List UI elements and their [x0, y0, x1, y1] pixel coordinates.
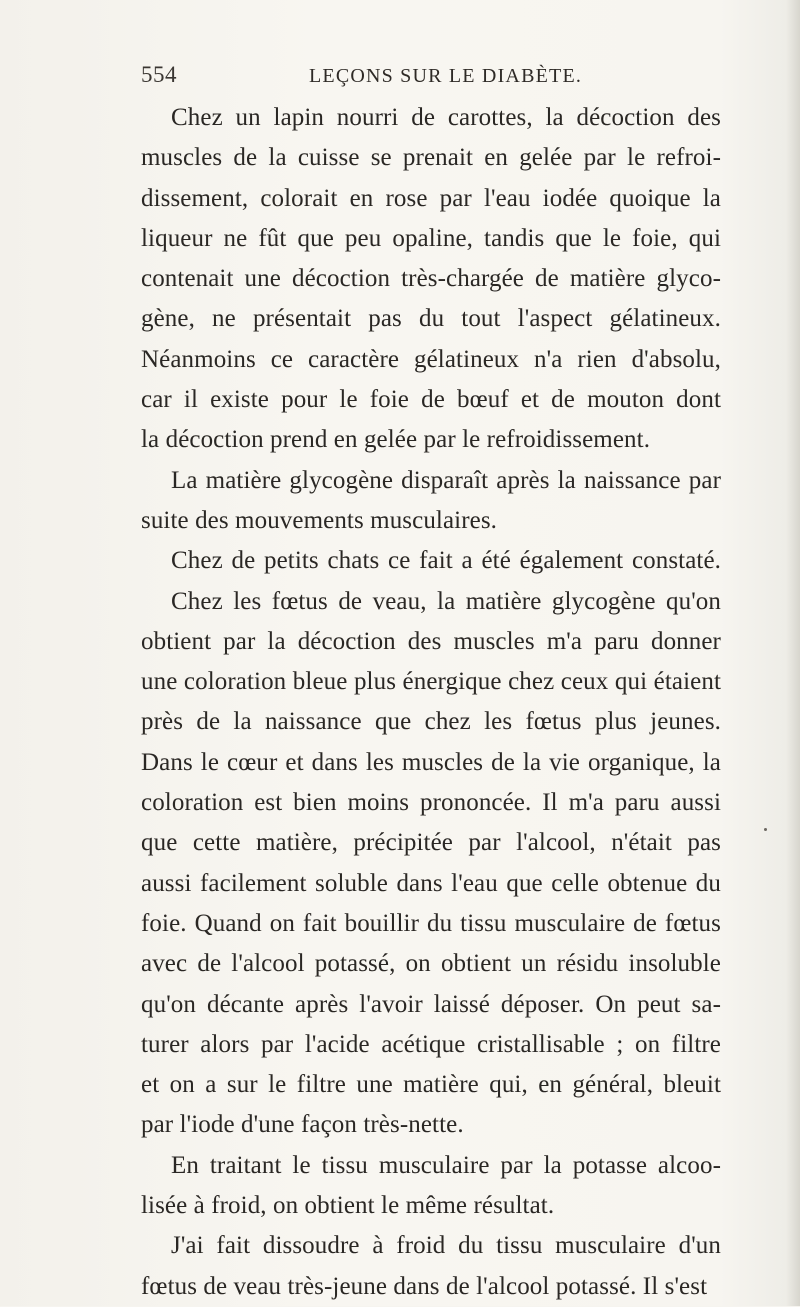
text-line: J'ai fait dissoudre à froid du tissu musculaire d'un	[171, 1232, 721, 1260]
text-line: la décoction prend en gelée par le refroidissement.	[141, 426, 651, 454]
text-line: turer alors par l'acide acétique cristallisable ; on filtre	[141, 1030, 721, 1058]
text-line: avec de l'alcool potassé, on obtient un résidu insoluble	[141, 950, 721, 978]
text-line: muscles de la cuisse se prenait en gelée par le refroi-	[141, 144, 721, 172]
page-edge-shadow	[786, 0, 800, 1306]
text-line: liqueur ne fût que peu opaline, tandis que le foie, qui	[141, 224, 721, 252]
text-line: une coloration bleue plus énergique chez ceux qui étaient	[141, 668, 721, 696]
running-title: LEÇONS SUR LE DIABÈTE.	[309, 65, 583, 87]
text-line: contenait une décoction très-chargée de matière glyco-	[141, 265, 721, 293]
text-line: par l'iode d'une façon très-nette.	[141, 1111, 464, 1139]
text-line: fœtus de veau très-jeune dans de l'alcool potassé. Il s'est	[141, 1272, 708, 1300]
page-header	[141, 58, 719, 94]
text-line: foie. Quand on fait bouillir du tissu musculaire de fœtus	[141, 909, 721, 937]
text-line: Dans le cœur et dans les muscles de la vie organique, la	[141, 748, 721, 776]
text-line: Chez les fœtus de veau, la matière glycogène qu'on	[171, 587, 721, 615]
page-number: 554	[141, 62, 177, 87]
text-line: Chez un lapin nourri de carottes, la décoction des	[171, 104, 721, 131]
text-line: près de la naissance que chez les fœtus plus jeunes.	[141, 708, 721, 736]
text-line: aussi facilement soluble dans l'eau que celle obtenue du	[141, 869, 721, 897]
text-line: La matière glycogène disparaît après la naissance par	[171, 466, 721, 494]
text-line: dissement, colorait en rose par l'eau iodée quoique la	[141, 184, 721, 212]
text-line: que cette matière, précipitée par l'alcool, n'était pas	[141, 829, 721, 857]
text-line: gène, ne présentait pas du tout l'aspect gélatineux.	[141, 305, 721, 333]
body-text	[141, 98, 721, 1300]
text-line: suite des mouvements musculaires.	[141, 506, 498, 534]
text-line: coloration est bien moins prononcée. Il m'a paru aussi	[141, 789, 721, 817]
text-line: qu'on décante après l'avoir laissé déposer. On peut sa-	[141, 990, 721, 1018]
text-line: En traitant le tissu musculaire par la potasse alcoo-	[171, 1151, 721, 1179]
text-line: car il existe pour le foie de bœuf et de mouton dont	[141, 386, 721, 414]
text-line: et on a sur le filtre une matière qui, en général, bleuit	[141, 1071, 721, 1099]
text-line: Chez de petits chats ce fait a été également constaté.	[171, 547, 721, 575]
text-line: obtient par la décoction des muscles m'a paru donner	[141, 627, 721, 655]
text-line: Néanmoins ce caractère gélatineux n'a rien d'absolu,	[141, 345, 721, 373]
margin-mark	[764, 828, 767, 831]
text-line: lisée à froid, on obtient le même résultat.	[141, 1192, 555, 1220]
